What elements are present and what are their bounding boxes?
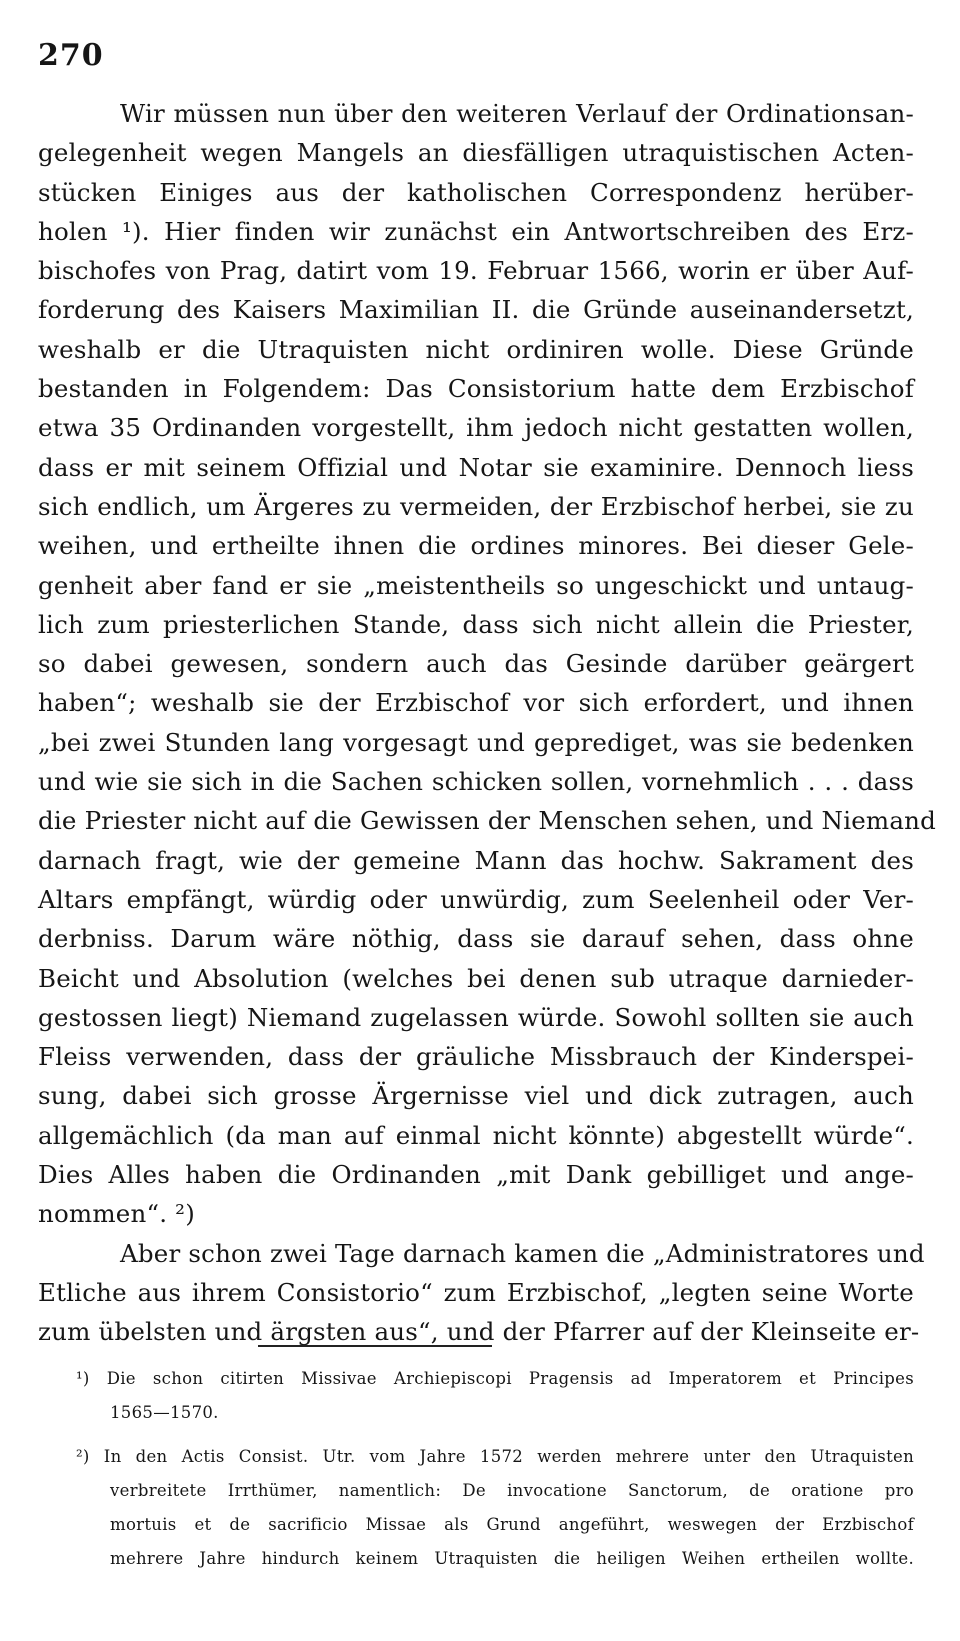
text-line: so dabei gewesen, sondern auch das Gesinde darüber geärgert xyxy=(38,649,914,679)
text-line: holen ¹). Hier finden wir zunächst ein Antwortschreiben des Erz- xyxy=(38,216,914,246)
footnote-1 xyxy=(76,1362,914,1430)
text-line: stücken Einiges aus der katholischen Correspondenz herüber- xyxy=(38,177,914,207)
text-line: haben“; weshalb sie der Erzbischof vor sich erfordert, und ihnen xyxy=(38,688,914,718)
text-line: Beicht und Absolution (welches bei denen sub utraque darnieder- xyxy=(38,963,914,993)
text-line: darnach fragt, wie der gemeine Mann das hochw. Sakrament des xyxy=(38,845,914,875)
text-line: Fleiss verwenden, dass der gräuliche Missbrauch der Kinderspei- xyxy=(38,1042,914,1072)
text-line: gestossen liegt) Niemand zugelassen würde. Sowohl sollten sie auch xyxy=(38,1002,914,1032)
text-line: Dies Alles haben die Ordinanden „mit Dank gebilliget und ange- xyxy=(38,1160,914,1190)
text-line: weshalb er die Utraquisten nicht ordiniren wolle. Diese Gründe xyxy=(38,334,914,364)
text-line: nommen“. ²) xyxy=(38,1199,195,1229)
footnote-line: verbreitete Irrthümer, namentlich: De invocatione Sanctorum, de oratione pro xyxy=(110,1481,914,1500)
text-line: „bei zwei Stunden lang vorgesagt und geprediget, was sie bedenken xyxy=(38,727,914,757)
main-text xyxy=(38,94,937,1352)
text-line: Altars empfängt, würdig oder unwürdig, zum Seelenheil oder Ver- xyxy=(38,884,914,914)
text-line: etwa 35 Ordinanden vorgestellt, ihm jedoch nicht gestatten wollen, xyxy=(38,413,914,443)
text-line: dass er mit seinem Offizial und Notar sie examinire. Dennoch liess xyxy=(38,452,914,482)
text-line: bischofes von Prag, datirt vom 19. Februar 1566, worin er über Auf- xyxy=(38,256,914,286)
text-line: die Priester nicht auf die Gewissen der Menschen sehen, und Niemand xyxy=(38,806,937,836)
text-line: gelegenheit wegen Mangels an diesfälligen utraquistischen Acten- xyxy=(38,138,914,168)
footnote-2 xyxy=(76,1440,914,1576)
footnotes xyxy=(76,1362,914,1576)
text-line: sich endlich, um Ärgeres zu vermeiden, der Erzbischof herbei, sie zu xyxy=(38,491,914,521)
page-number: 270 xyxy=(38,38,104,73)
text-line: derbniss. Darum wäre nöthig, dass sie darauf sehen, dass ohne xyxy=(38,924,914,954)
text-line: lich zum priesterlichen Stande, dass sich nicht allein die Priester, xyxy=(38,609,914,639)
text-line: Wir müssen nun über den weiteren Verlauf der Ordinationsan- xyxy=(120,99,914,128)
footnote-line: ¹) Die schon citirten Missivae Archiepiscopi Pragensis ad Imperatorem et Principes xyxy=(76,1369,914,1388)
text-line: forderung des Kaisers Maximilian II. die Gründe auseinandersetzt, xyxy=(38,295,914,325)
footnote-line: ²) In den Actis Consist. Utr. vom Jahre 1572 werden mehrere unter den Utraquisten xyxy=(76,1447,914,1466)
footnote-line: 1565—1570. xyxy=(110,1403,219,1422)
footnote-line: mortuis et de sacrificio Missae als Grund angeführt, weswegen der Erzbischof xyxy=(110,1515,914,1534)
text-line: genheit aber fand er sie „meistentheils so ungeschickt und untaug- xyxy=(38,570,914,600)
footnote-line: mehrere Jahre hindurch keinem Utraquisten die heiligen Weihen ertheilen wollte. xyxy=(110,1549,914,1568)
text-line: Aber schon zwei Tage darnach kamen die „Administratores und xyxy=(120,1238,925,1268)
footnote-divider xyxy=(258,1345,492,1347)
text-line: weihen, und ertheilte ihnen die ordines minores. Bei dieser Gele- xyxy=(38,531,914,561)
text-line: sung, dabei sich grosse Ärgernisse viel und dick zutragen, auch xyxy=(38,1081,914,1111)
text-line: und wie sie sich in die Sachen schicken sollen, vornehmlich . . . dass xyxy=(38,767,914,797)
text-line: zum übelsten und ärgsten aus“, und der Pfarrer auf der Kleinseite er- xyxy=(38,1317,920,1347)
text-line: bestanden in Folgendem: Das Consistorium hatte dem Erzbischof xyxy=(38,374,914,404)
text-line: Etliche aus ihrem Consistorio“ zum Erzbischof, „legten seine Worte xyxy=(38,1277,914,1307)
text-line: allgemächlich (da man auf einmal nicht könnte) abgestellt würde“. xyxy=(38,1120,914,1150)
